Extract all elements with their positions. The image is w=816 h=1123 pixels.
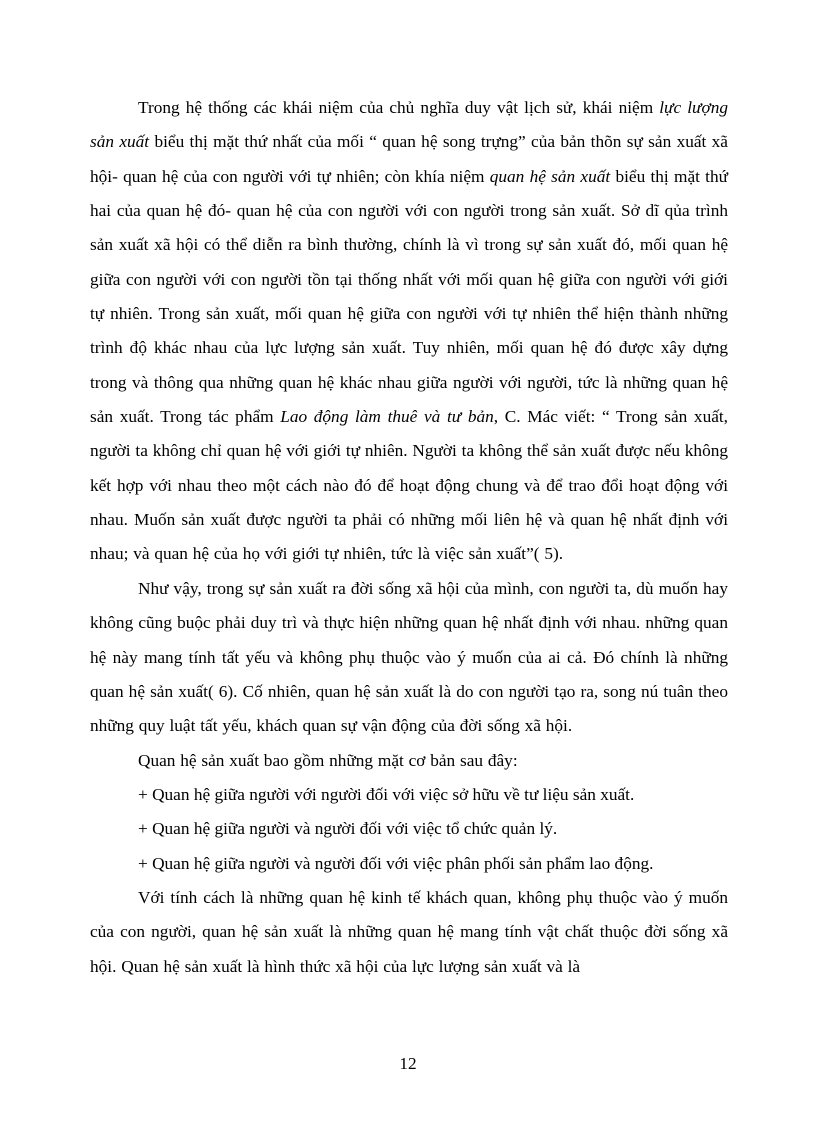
list-item-management: + Quan hệ giữa người và người đối với việc tổ chức quản lý. (138, 819, 558, 839)
paragraph-1-text-d: , C. Mác viết: “ Trong sản xuất, người ta không chỉ quan hệ với giới tự nhiên. Người ta không thể sản xuất được nếu không kết hợp với nhau theo một cách nào đó để hoạt động chung và để trao đổi hoạt động với nhau. Muốn sản xuất được người ta phải có những mối liên hệ và quan hệ nhất định với nhau; và quan hệ của họ với giới tự nhiên, tức là việc sản xuất”( 5). (90, 407, 728, 564)
paragraph-4: Với tính cách là những quan hệ kinh tế khách quan, không phụ thuộc vào ý muốn của con người, quan hệ sản xuất là những quan hệ mang tính vật chất thuộc đời sống xã hội. Quan hệ sản xuất là hình thức xã hội của lực lượng sản xuất và là (90, 887, 728, 976)
paragraph-1-text-c: biểu thị mặt thứ hai của quan hệ đó- quan hệ của con người với con người trong sản xuất. Sở dĩ qủa trình sản xuất xã hội có thể diễn ra bình thường, chính là vì trong sự sản xuất đó, mối quan hệ giữa con người với con người tồn tại thống nhất với mối quan hệ giữa con người với giới tự nhiên. Trong sản xuất, mối quan hệ giữa con người với tự nhiên thể hiện thành những trình độ khác nhau của lực lượng sản xuất. Tuy nhiên, mối quan hệ đó được xây dựng trong và thông qua những quan hệ khác nhau giữa người với người, tức là những quan hệ sản xuất. Trong tác phẩm (90, 166, 728, 427)
page-body (90, 91, 728, 984)
list-item-ownership: + Quan hệ giữa người với người đối với việc sở hữu về tư liệu sản xuất. (138, 784, 635, 804)
term-quan-he-san-xuat: quan hệ sản xuất (489, 166, 611, 186)
paragraph-1-text-b: biểu thị mặt thứ nhất của mối “ quan hệ song trựng” của bản thõn sự sản xuất xã hội- quan hệ của con người với tự nhiên; còn khía niệm (90, 132, 728, 186)
work-title: Lao động làm thuê và tư bản (280, 407, 494, 427)
list-item-distribution: + Quan hệ giữa người và người đối với việc phân phối sản phẩm lao động. (138, 853, 654, 873)
paragraph-3: Quan hệ sản xuất bao gồm những mặt cơ bản sau đây: (138, 750, 518, 770)
paragraph-1 (90, 91, 728, 572)
page-number: 12 (399, 1054, 417, 1073)
paragraph-1-text-a: Trong hệ thống các khái niệm của chủ nghĩa duy vật lịch sử, khái niệm (138, 98, 660, 117)
term-luc-luong-san-xuat: lực lượng sản xuất (90, 98, 728, 152)
paragraph-2: Như vậy, trong sự sản xuất ra đời sống xã hội của mình, con người ta, dù muốn hay không cũng buộc phải duy trì và thực hiện những quan hệ nhất định với nhau. những quan hệ này mang tính tất yếu và không phụ thuộc vào ý muốn của ai cả. Đó chính là những quan hệ sản xuất( 6). Cố nhiên, quan hệ sản xuất là do con người tạo ra, song nú tuân theo những quy luật tất yếu, khách quan sự vận động của đời sống xã hội. (90, 578, 728, 736)
